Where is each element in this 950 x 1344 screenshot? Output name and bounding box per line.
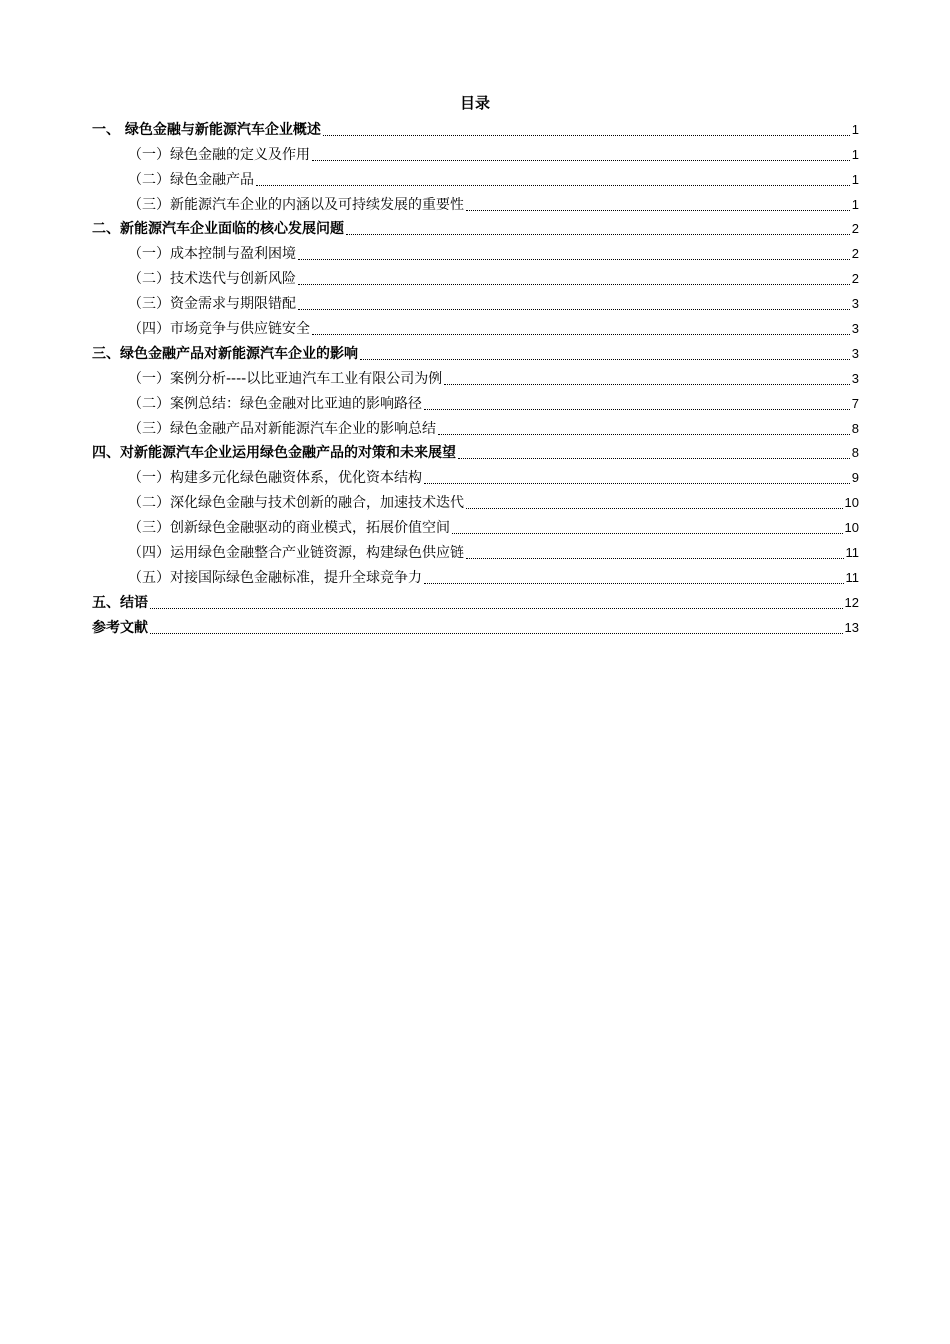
toc-title: 目录 [459, 94, 490, 112]
toc-entry-text: （二）技术迭代与创新风险 [128, 271, 296, 288]
toc-dot-leader [323, 135, 850, 136]
table-of-contents [92, 116, 859, 639]
toc-page-number: 2 [851, 246, 859, 262]
toc-entry-text: 一、 绿色金融与新能源汽车企业概述 [92, 121, 321, 138]
toc-entry-text: 四、对新能源汽车企业运用绿色金融产品的对策和未来展望 [92, 445, 456, 462]
toc-dot-leader [466, 558, 844, 559]
toc-entry[interactable] [92, 141, 859, 166]
toc-page-number: 12 [844, 594, 859, 610]
toc-dot-leader [458, 458, 850, 459]
toc-page-number: 1 [851, 196, 859, 212]
toc-entry[interactable] [92, 514, 859, 539]
toc-dot-leader [444, 384, 850, 385]
toc-entry-text: （一）构建多元化绿色融资体系，优化资本结构 [128, 470, 422, 487]
toc-entry[interactable] [92, 240, 859, 265]
toc-entry-text: （五）对接国际绿色金融标准，提升全球竞争力 [128, 569, 422, 586]
toc-dot-leader [424, 483, 850, 484]
toc-dot-leader [256, 185, 850, 186]
toc-page-number: 11 [845, 569, 859, 585]
toc-entry-text: （一）案例分析----以比亚迪汽车工业有限公司为例 [128, 370, 443, 387]
toc-dot-leader [424, 409, 850, 410]
toc-entry[interactable] [92, 489, 859, 514]
toc-dot-leader [312, 160, 850, 161]
toc-page-number: 3 [851, 370, 859, 386]
toc-dot-leader [150, 608, 843, 609]
toc-entry-text: （四）运用绿色金融整合产业链资源，构建绿色供应链 [128, 545, 464, 562]
toc-entry-text: （二）深化绿色金融与技术创新的融合，加速技术迭代 [128, 495, 464, 512]
toc-entry-text: （三）创新绿色金融驱动的商业模式，拓展价值空间 [128, 520, 450, 537]
toc-dot-leader [150, 633, 843, 634]
toc-entry[interactable] [92, 539, 859, 564]
toc-dot-leader [438, 434, 850, 435]
toc-entry[interactable] [92, 290, 859, 315]
toc-page-number: 13 [844, 619, 859, 635]
toc-page-number: 11 [845, 545, 859, 561]
toc-dot-leader [298, 284, 850, 285]
toc-page-number: 8 [851, 420, 859, 436]
toc-entry-text: （三）绿色金融产品对新能源汽车企业的影响总结 [128, 420, 436, 437]
toc-page-number: 10 [844, 520, 859, 536]
toc-entry[interactable] [92, 191, 859, 216]
toc-dot-leader [298, 259, 850, 260]
toc-page-number: 3 [851, 345, 859, 361]
toc-dot-leader [298, 309, 850, 310]
toc-page-number: 1 [851, 121, 859, 137]
toc-entry[interactable] [92, 315, 859, 340]
toc-page-number: 7 [851, 395, 859, 411]
toc-page-number: 10 [844, 495, 859, 511]
toc-entry-text: （二）案例总结：绿色金融对比亚迪的影响路径 [128, 395, 422, 412]
toc-dot-leader [466, 210, 850, 211]
toc-entry[interactable] [92, 440, 859, 465]
toc-page-number: 2 [851, 271, 859, 287]
toc-entry-text: （三）资金需求与期限错配 [128, 296, 296, 313]
toc-entry[interactable] [92, 390, 859, 415]
toc-page-number: 1 [851, 171, 859, 187]
toc-entry-text: 三、绿色金融产品对新能源汽车企业的影响 [92, 345, 358, 362]
toc-entry-text: 二、新能源汽车企业面临的核心发展问题 [92, 221, 344, 238]
toc-entry-text: （一）成本控制与盈利困境 [128, 246, 296, 263]
toc-dot-leader [312, 334, 850, 335]
toc-entry[interactable] [92, 116, 859, 141]
toc-entry[interactable] [92, 564, 859, 589]
toc-dot-leader [452, 533, 843, 534]
toc-entry-text: （二）绿色金融产品 [128, 171, 254, 188]
toc-entry-text: （一）绿色金融的定义及作用 [128, 146, 310, 163]
toc-entry-text: 参考文献 [92, 619, 148, 636]
toc-entry[interactable] [92, 464, 859, 489]
toc-dot-leader [360, 359, 850, 360]
toc-page-number: 1 [851, 146, 859, 162]
toc-dot-leader [424, 583, 844, 584]
toc-dot-leader [466, 508, 843, 509]
toc-entry[interactable] [92, 589, 859, 614]
toc-entry[interactable] [92, 166, 859, 191]
toc-entry-text: （三）新能源汽车企业的内涵以及可持续发展的重要性 [128, 196, 464, 213]
toc-page-number: 8 [851, 445, 859, 461]
toc-entry[interactable] [92, 265, 859, 290]
toc-entry[interactable] [92, 365, 859, 390]
toc-entry-text: （四）市场竞争与供应链安全 [128, 321, 310, 338]
toc-entry[interactable] [92, 216, 859, 241]
toc-page-number: 3 [851, 296, 859, 312]
toc-page-number: 2 [851, 221, 859, 237]
toc-page-number: 3 [851, 321, 859, 337]
toc-dot-leader [346, 234, 850, 235]
toc-entry-text: 五、结语 [92, 594, 148, 611]
toc-entry[interactable] [92, 340, 859, 365]
toc-entry[interactable] [92, 415, 859, 440]
toc-page-number: 9 [851, 470, 859, 486]
toc-entry[interactable] [92, 614, 859, 639]
